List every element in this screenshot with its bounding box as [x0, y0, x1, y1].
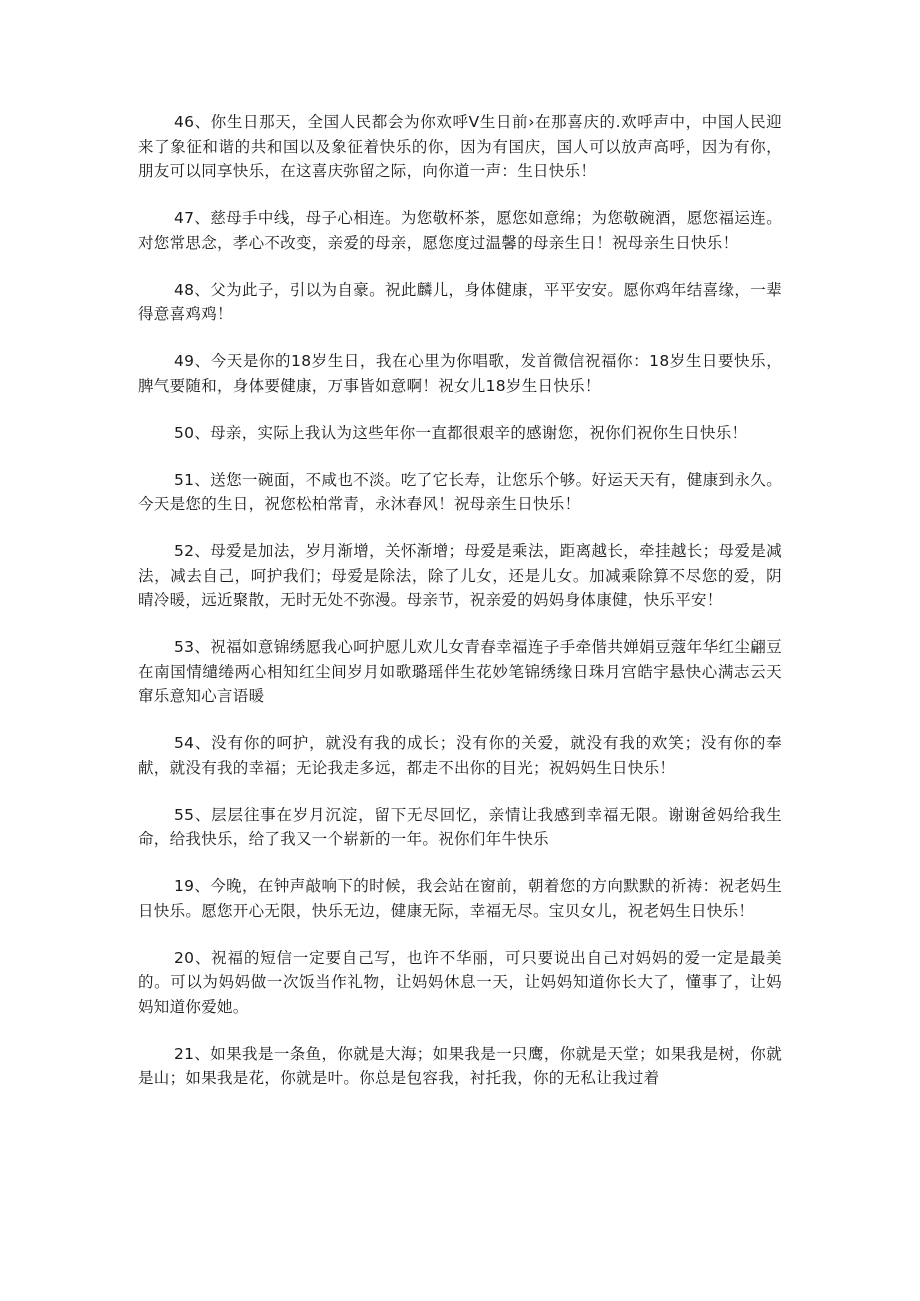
paragraph-52: 52、母爱是加法，岁月渐增，关怀渐增；母爱是乘法，距离越长，牵挂越长；母爱是减法，减去自己，呵护我们；母爱是除法，除了儿女，还是儿女。加减乘除算不尽您的爱，阴晴冷暖，远近聚散，无时无处不弥漫。母亲节，祝亲爱的妈妈身体康健，快乐平安！: [138, 542, 782, 609]
paragraph-51: 51、送您一碗面，不咸也不淡。吃了它长寿，让您乐个够。好运天天有，健康到永久。今天是您的生日，祝您松柏常青，永沐春风！祝母亲生日快乐！: [138, 470, 782, 513]
paragraph-49: 49、今天是你的18岁生日，我在心里为你唱歌，发首微信祝福你：18岁生日要快乐，脾气要随和，身体要健康，万事皆如意啊！祝女儿18岁生日快乐！: [138, 352, 782, 395]
paragraph-46: 46、你生日那天，全国人民都会为你欢呼Ⅴ生日前›在那喜庆的.欢呼声中，中国人民迎来了象征和谐的共和国以及象征着快乐的你，因为有国庆，国人可以放声高呼，因为有你，朋友可以同享快乐，在这喜庆弥留之际，向你道一声：生日快乐！: [138, 113, 782, 180]
paragraph-21: 21、如果我是一条鱼，你就是大海；如果我是一只鹰，你就是天堂；如果我是树，你就是山；如果我是花，你就是叶。你总是包容我，衬托我，你的无私让我过着: [138, 1044, 782, 1087]
paragraph-47: 47、慈母手中线，母子心相连。为您敬杯茶，愿您如意绵；为您敬碗酒，愿您福运连。对您常思念，孝心不改变，亲爱的母亲，愿您度过温馨的母亲生日！祝母亲生日快乐！: [138, 209, 782, 252]
paragraph-20: 20、祝福的短信一定要自己写，也许不华丽，可只要说出自己对妈妈的爱一定是最美的。可以为妈妈做一次饭当作礼物，让妈妈休息一天，让妈妈知道你长大了，懂事了，让妈妈知道你爱她。: [138, 948, 782, 1016]
paragraph-54: 54、没有你的呵护，就没有我的成长；没有你的关爱，就没有我的欢笑；没有你的奉献，就没有我的幸福；无论我走多远，都走不出你的目光；祝妈妈生日快乐！: [138, 734, 782, 777]
document-body: [138, 110, 782, 1113]
paragraph-50: 50、母亲，实际上我认为这些年你一直都很艰辛的感谢您，祝你们祝你生日快乐！: [174, 423, 748, 442]
paragraph-53: 53、祝福如意锦绣愿我心呵护愿儿欢儿女青春幸福连子手牵偕共婵娟豆蔻年华红尘翩豆在南国情缱绻两心相知红尘间岁月如歌璐瑶伴生花妙笔锦绣缘日珠月宫皓宇悬快心满志云天窜乐意知心言语暖: [138, 638, 782, 705]
paragraph-48: 48、父为此子，引以为自豪。祝此麟儿，身体健康，平平安安。愿你鸡年结喜缘，一辈得意喜鸡鸡！: [138, 280, 782, 323]
paragraph-19: 19、今晚，在钟声敲响下的时候，我会站在窗前，朝着您的方向默默的祈祷：祝老妈生日快乐。愿您开心无限，快乐无边，健康无际，幸福无尽。宝贝女儿，祝老妈生日快乐！: [138, 877, 782, 920]
paragraph-55: 55、层层往事在岁月沉淀，留下无尽回忆，亲情让我感到幸福无限。谢谢爸妈给我生命，给我快乐，给了我又一个崭新的一年。祝你们年牛快乐: [138, 805, 782, 848]
